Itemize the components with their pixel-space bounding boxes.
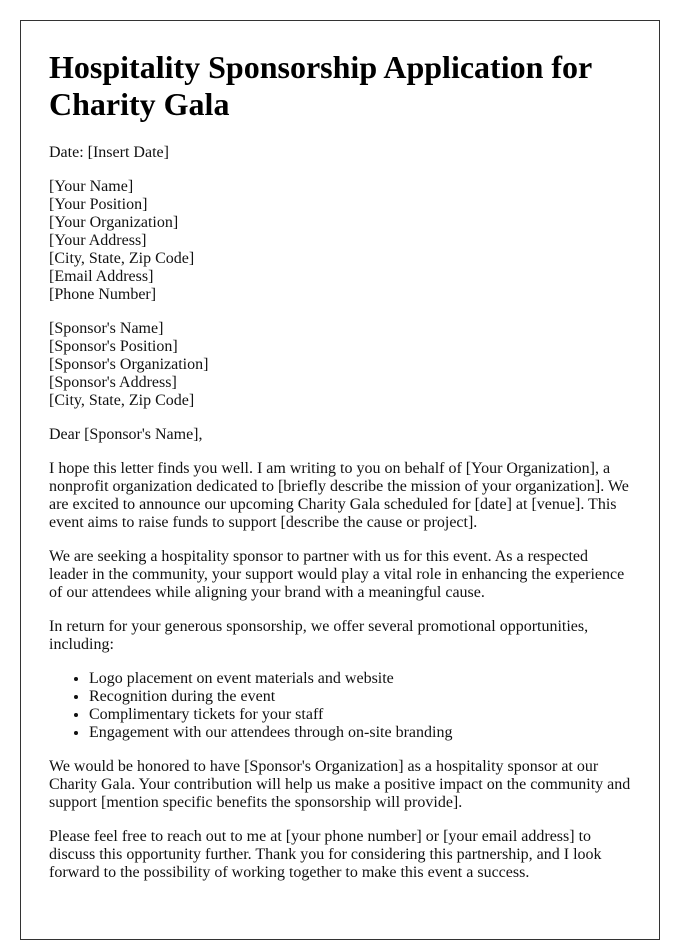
recipient-organization: [Sponsor's Organization]: [49, 356, 209, 373]
benefit-item: • Engagement with our attendees through on-site branding: [89, 724, 631, 742]
recipient-city-state-zip: [City, State, Zip Code]: [49, 392, 195, 409]
sender-organization: [Your Organization]: [49, 214, 179, 231]
benefit-item: • Logo placement on event materials and website: [89, 670, 631, 688]
page-title: Hospitality Sponsorship Application for Charity Gala: [49, 49, 592, 122]
sender-name: [Your Name]: [49, 178, 134, 195]
request-paragraph: We are seeking a hospitality sponsor to partner with us for this event. As a respected leader in the community, your support would play a vital role in enhancing the experience of our attendees while aligning your brand with a meaningful cause.: [49, 548, 625, 601]
sender-phone: [Phone Number]: [49, 286, 157, 303]
benefit-item: • Complimentary tickets for your staff: [89, 706, 631, 724]
honor-paragraph: We would be honored to have [Sponsor's Organization] as a hospitality sponsor at our Charity Gala. Your contribution will help us make a positive impact on the community and support [mention specific benefits the sponsorship will provide].: [49, 758, 631, 811]
sender-city-state-zip: [City, State, Zip Code]: [49, 250, 195, 267]
sender-position: [Your Position]: [49, 196, 148, 213]
sender-address: [Your Address]: [49, 232, 147, 249]
intro-paragraph: I hope this letter finds you well. I am writing to you on behalf of [Your Organization], a nonprofit organization dedicated to [briefly describe the mission of your organization]. We are excited to announce our upcoming Charity Gala scheduled for [date] at [venue]. This event aims to raise funds to support [describe the cause or project].: [49, 460, 629, 531]
recipient-name: [Sponsor's Name]: [49, 320, 164, 337]
sender-email: [Email Address]: [49, 268, 154, 285]
benefit-item: • Recognition during the event: [89, 688, 631, 706]
recipient-address: [Sponsor's Address]: [49, 374, 177, 391]
sender-address-block: [49, 178, 631, 304]
benefits-list: [49, 670, 631, 742]
date-line: Date: [Insert Date]: [49, 144, 169, 161]
letter-page: [20, 20, 660, 940]
recipient-address-block: [49, 320, 631, 410]
salutation: Dear [Sponsor's Name],: [49, 426, 203, 443]
recipient-position: [Sponsor's Position]: [49, 338, 178, 355]
offer-paragraph: In return for your generous sponsorship, we offer several promotional opportunities, including:: [49, 618, 589, 653]
contact-paragraph: Please feel free to reach out to me at [your phone number] or [your email address] to discuss this opportunity further. Thank you for considering this partnership, and I look forward to the possibility of working together to make this event a success.: [49, 828, 602, 881]
